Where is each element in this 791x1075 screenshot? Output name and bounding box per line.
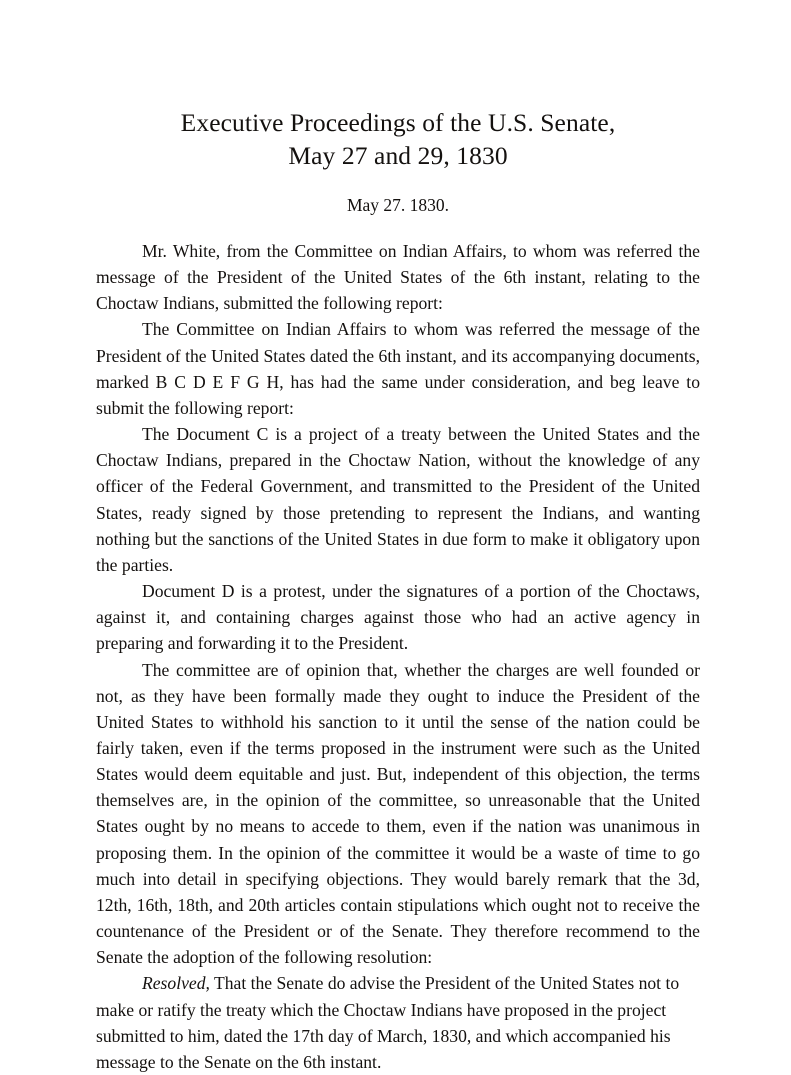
paragraph-committee-documents: The Committee on Indian Affairs to whom was referred the message of the President of the United States dated the 6th instant, and its accompanying documents, marked B C D E F G H, has had the same under consideration, and beg leave to submit the following report: [96, 319, 700, 418]
paragraph-resolution [96, 970, 700, 1075]
resolved-lead-word: Resolved, [142, 973, 210, 994]
page-content [96, 0, 700, 1075]
paragraph-committee-opinion: The committee are of opinion that, whether the charges are well founded or not, as they have been formally made they ought to induce the President of the United States to withhold his sanction to it until the sense of the nation could be fairly taken, even if the terms proposed in the instrument were such as the United States would deem equitable and just. But, independent of this objection, the terms themselves are, in the opinion of the committee, so unreasonable that the United States ought by no means to accede to them, even if the nation was unanimous in proposing them. In the opinion of the committee it would be a waste of time to go much into detail in specifying objections. They would barely remark that the 3d, 12th, 16th, 18th, and 20th articles contain stipulations which ought not to receive the countenance of the President or of the Senate. They therefore recommend to the Senate the adoption of the following resolution: [96, 659, 700, 968]
page-title-line-2: May 27 and 29, 1830 [288, 141, 508, 170]
page-title-line-1: Executive Proceedings of the U.S. Senate, [180, 108, 616, 137]
date-heading: May 27. 1830. [346, 195, 450, 215]
paragraph-document-d: Document D is a protest, under the signatures of a portion of the Choctaws, against it, and containing charges against those who had an active agency in preparing and forwarding it to the President. [96, 581, 700, 654]
resolution-text: That the Senate do advise the President of the United States not to make or ratify the treaty which the Choctaw Indians have proposed in the project submitted to him, dated the 17th day of March, 1830, and which accompanied his message to the Senate on the 6th instant. [96, 973, 680, 1072]
body-text [96, 216, 700, 1075]
paragraph-mr-white-referral: Mr. White, from the Committee on Indian Affairs, to whom was referred the message of the President of the United States of the 6th instant, relating to the Choctaw Indians, submitted the following report: [96, 241, 700, 314]
page-title [96, 0, 700, 172]
paragraph-document-c: The Document C is a project of a treaty between the United States and the Choctaw Indians, prepared in the Choctaw Nation, without the knowledge of any officer of the Federal Government, and transmitted to the President of the United States, ready signed by those pretending to represent the Indians, and wanting nothing but the sanctions of the United States in due form to make it obligatory upon the parties. [96, 424, 700, 575]
